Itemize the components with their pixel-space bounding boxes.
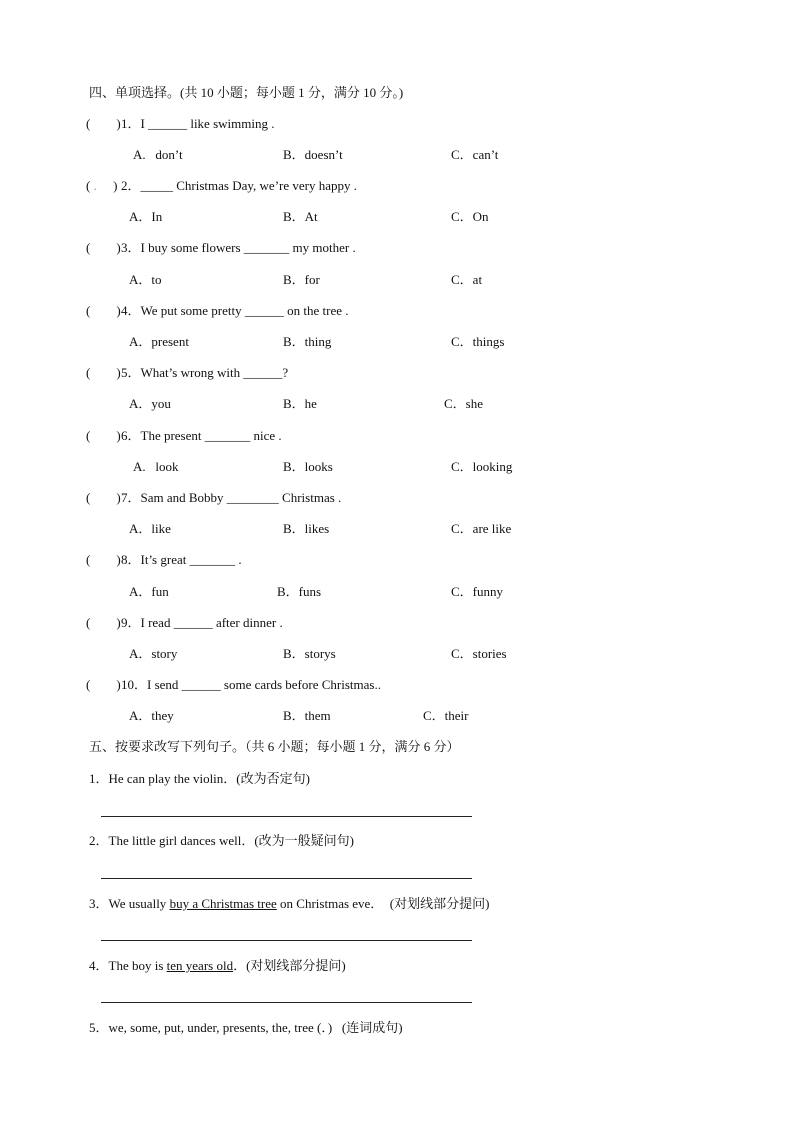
answer-paren: ( )	[86, 428, 121, 443]
answer-line[interactable]	[101, 816, 472, 817]
rewrite-item-1: 1．He can play the violin．(改为否定句)	[89, 771, 310, 786]
answer-paren: ( )	[86, 240, 121, 255]
option-c: C．at	[451, 272, 483, 287]
option-c: C．things	[451, 334, 505, 349]
option-b: B．he	[283, 396, 317, 411]
question-stem: 9．I read ______ after dinner .	[121, 615, 283, 630]
option-c: C．she	[444, 396, 484, 411]
question-stem: 3．I buy some flowers _______ my mother .	[121, 240, 356, 255]
option-c: C．looking	[451, 459, 513, 474]
option-b: B．them	[283, 708, 331, 723]
underlined-phrase: ten years old	[166, 958, 234, 973]
section5-title: 五、按要求改写下列句子。（共 6 小题；每小题 1 分，满分 6 分）	[89, 739, 460, 754]
question-stem: 10．I send ______ some cards before Christmas..	[121, 677, 381, 692]
option-a: A．story	[129, 646, 178, 661]
question-stem: 2．_____ Christmas Day, we’re very happy .	[121, 178, 357, 193]
answer-line[interactable]	[101, 878, 472, 879]
paren-dot: .	[93, 178, 97, 193]
option-b: B．At	[283, 209, 318, 224]
underlined-phrase: buy a Christmas tree	[169, 896, 277, 911]
option-a: A．fun	[129, 584, 169, 599]
question-stem: 8．It’s great _______ .	[121, 552, 242, 567]
option-a: A．like	[129, 521, 171, 536]
rewrite-item-2: 2．The little girl dances well．(改为一般疑问句)	[89, 833, 355, 848]
option-b: B．likes	[283, 521, 330, 536]
section4-title: 四、单项选择。(共 10 小题；每小题 1 分，满分 10 分。)	[89, 85, 404, 100]
option-b: B．doesn’t	[283, 147, 343, 162]
answer-paren: ( )	[86, 490, 121, 505]
option-b: B．looks	[283, 459, 333, 474]
option-a: A．present	[129, 334, 189, 349]
option-c: C．can’t	[451, 147, 499, 162]
answer-paren: ( )	[86, 116, 121, 131]
option-c: C．On	[451, 209, 489, 224]
question-stem: 7．Sam and Bobby ________ Christmas .	[121, 490, 342, 505]
rewrite-item-5: 5．we, some, put, under, presents, the, tree (．) (连词成句)	[89, 1020, 403, 1035]
answer-paren: ( )	[86, 303, 121, 318]
answer-line[interactable]	[101, 1002, 472, 1003]
option-b: B．storys	[283, 646, 336, 661]
question-stem: 1．I ______ like swimming .	[121, 116, 275, 131]
option-a: A．they	[129, 708, 174, 723]
option-a: A. don’t	[133, 147, 183, 162]
option-a: A．you	[129, 396, 171, 411]
option-c: C．stories	[451, 646, 507, 661]
question-stem: 6．The present _______ nice .	[121, 428, 282, 443]
option-c: C．are like	[451, 521, 512, 536]
option-a: A．In	[129, 209, 163, 224]
option-a: A. look	[133, 459, 179, 474]
option-b: B．funs	[277, 584, 322, 599]
option-a: A．to	[129, 272, 162, 287]
answer-line[interactable]	[101, 940, 472, 941]
option-b: B．for	[283, 272, 320, 287]
question-stem: 5．What’s wrong with ______?	[121, 365, 289, 380]
answer-paren: ( )	[86, 552, 121, 567]
answer-paren: ( )	[86, 677, 121, 692]
option-c: C．their	[423, 708, 469, 723]
answer-paren: ( )	[86, 365, 121, 380]
option-c: C．funny	[451, 584, 504, 599]
rewrite-item-3: 3．We usually buy a Christmas tree on Christmas eve． (对划线部分提问)	[89, 896, 490, 911]
answer-paren: ( . )	[86, 178, 118, 193]
answer-paren: ( )	[86, 615, 121, 630]
rewrite-item-4: 4．The boy is ten years old．(对划线部分提问)	[89, 958, 346, 973]
option-b: B．thing	[283, 334, 332, 349]
question-stem: 4．We put some pretty ______ on the tree .	[121, 303, 349, 318]
